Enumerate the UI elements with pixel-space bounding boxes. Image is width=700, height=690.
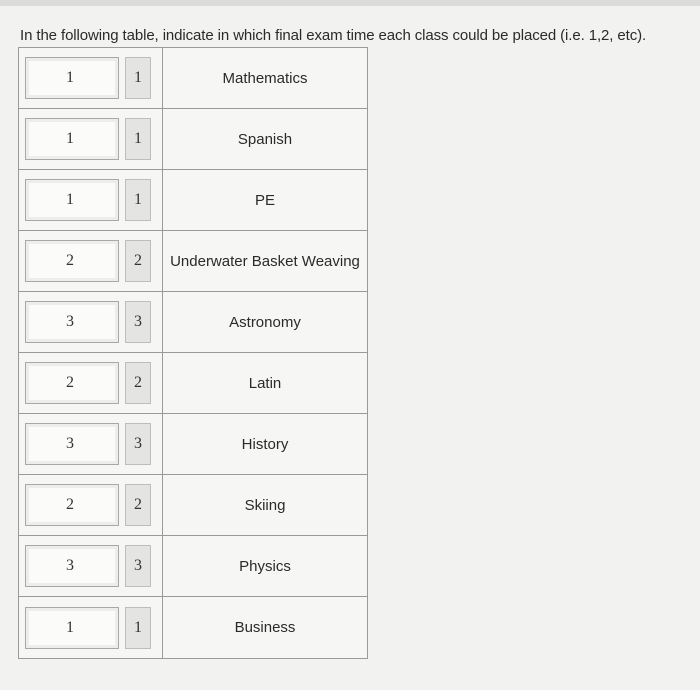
answer-display: 3 [125,423,151,465]
class-name: Mathematics [222,69,308,87]
table-row [19,292,367,353]
question-prompt: In the following table, indicate in which final exam time each class could be placed (i.e. 1,2, etc). [20,27,647,44]
answer-cell [19,48,163,108]
answer-cell [19,475,163,535]
answer-display: 2 [125,362,151,404]
class-name: Underwater Basket Weaving [170,252,360,270]
exam-time-input[interactable]: 1 [25,179,119,221]
table-row [19,48,367,109]
answer-cell [19,536,163,596]
class-name: Business [234,619,296,636]
answer-display: 2 [125,240,151,282]
exam-time-input[interactable]: 3 [25,301,119,343]
top-border [0,0,700,6]
answer-display: 1 [125,57,151,99]
table-row [19,536,367,597]
table-row [19,414,367,475]
table-row [19,231,367,292]
answer-display: 3 [125,301,151,343]
exam-time-input[interactable]: 1 [25,607,119,649]
table-row [19,353,367,414]
answer-cell [19,292,163,352]
class-name: Astronomy [229,313,301,331]
exam-time-input[interactable]: 3 [25,545,119,587]
answer-cell [19,353,163,413]
exam-time-input[interactable]: 3 [25,423,119,465]
answer-display: 1 [125,179,151,221]
class-name: PE [254,191,275,209]
answer-cell [19,170,163,230]
exam-time-input[interactable]: 2 [25,362,119,404]
class-name: Skiing [244,496,286,514]
answer-display: 3 [125,545,151,587]
exam-time-input[interactable]: 1 [25,57,119,99]
class-name: Latin [248,374,282,392]
answer-display: 1 [125,607,151,649]
table-row [19,109,367,170]
table-row [19,475,367,536]
exam-time-input[interactable]: 1 [25,118,119,160]
answer-cell [19,597,163,658]
table-row [19,170,367,231]
class-name: Physics [239,557,291,575]
exam-time-input[interactable]: 2 [25,484,119,526]
answer-cell [19,231,163,291]
table-row [19,597,367,658]
answer-display: 1 [125,118,151,160]
exam-time-input[interactable]: 2 [25,240,119,282]
class-name: Spanish [237,130,293,148]
class-name: History [241,435,289,453]
exam-placement-table [18,47,368,659]
answer-cell [19,109,163,169]
answer-cell [19,414,163,474]
answer-display: 2 [125,484,151,526]
